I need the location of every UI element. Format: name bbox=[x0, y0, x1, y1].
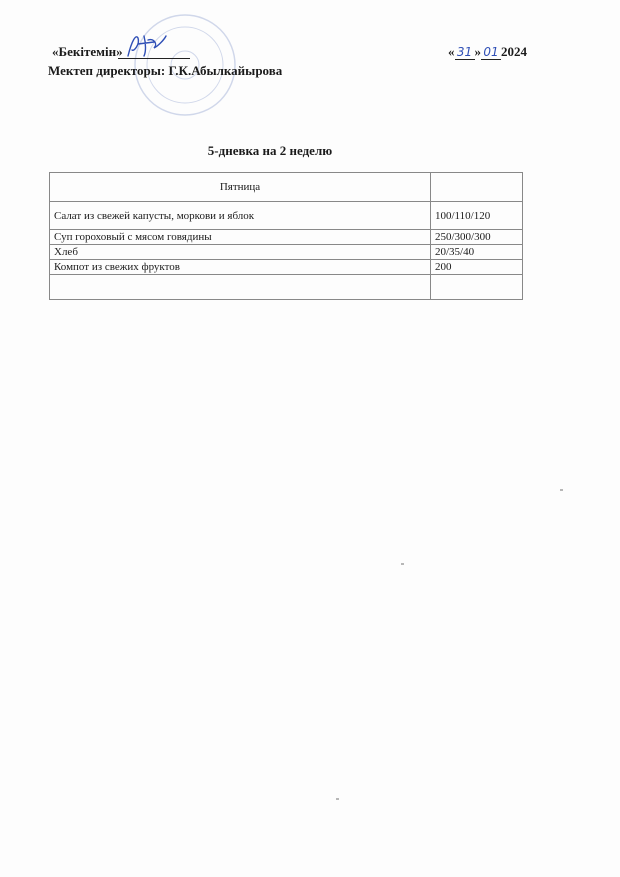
dish-cell: Суп гороховый с мясом говядины bbox=[50, 230, 431, 245]
date-day: 31 bbox=[455, 45, 475, 60]
scan-speck bbox=[401, 563, 404, 565]
table-header-row bbox=[50, 173, 523, 202]
scan-speck bbox=[336, 798, 339, 800]
portion-cell: 250/300/300 bbox=[431, 230, 523, 245]
header-empty-cell bbox=[431, 173, 523, 202]
portion-cell: 100/110/120 bbox=[431, 202, 523, 230]
approval-date: « 31 » 01 2024 bbox=[448, 44, 527, 59]
table-row bbox=[50, 202, 523, 230]
dish-cell: Хлеб bbox=[50, 245, 431, 260]
table-row bbox=[50, 260, 523, 275]
director-signature bbox=[124, 30, 168, 60]
empty-cell bbox=[50, 275, 431, 300]
empty-cell bbox=[431, 275, 523, 300]
approval-label: «Бекітемін» bbox=[52, 44, 123, 59]
date-year: 2024 bbox=[501, 44, 527, 59]
portion-cell: 20/35/40 bbox=[431, 245, 523, 260]
director-line: Мектеп директоры: Г.К.Абылкайырова bbox=[48, 63, 283, 78]
table-empty-row bbox=[50, 275, 523, 300]
table-row bbox=[50, 230, 523, 245]
scan-speck bbox=[560, 489, 563, 491]
date-month: 01 bbox=[481, 45, 501, 60]
portion-cell: 200 bbox=[431, 260, 523, 275]
dish-cell: Компот из свежих фруктов bbox=[50, 260, 431, 275]
table-row bbox=[50, 245, 523, 260]
dish-cell: Салат из свежей капусты, моркови и яблок bbox=[50, 202, 431, 230]
day-header: Пятница bbox=[50, 173, 431, 202]
document-title: 5-дневка на 2 неделю bbox=[207, 143, 333, 158]
menu-table bbox=[49, 172, 523, 300]
